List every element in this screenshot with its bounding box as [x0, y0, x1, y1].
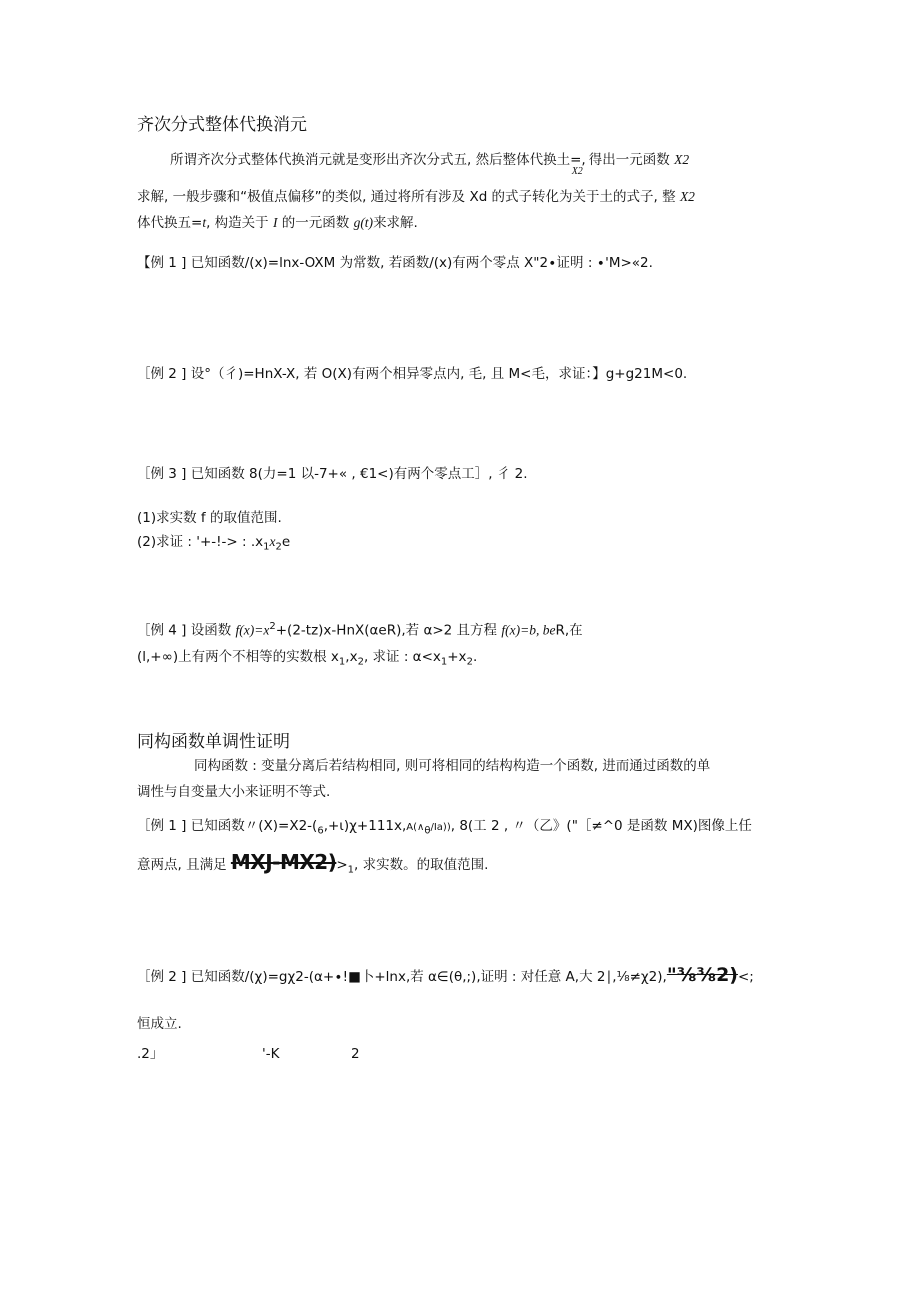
- intro-text: 所谓齐次分式整体代换消元就是变形出齐次分式五, 然后整体代换土=,: [170, 152, 586, 168]
- intro-text: 求解, 一般步骤和“极值点偏移”的类似, 通过将所有涉及 Xd 的式子转化为关于土的式子, 整: [137, 189, 676, 205]
- text: ［例 4 ] 设函数: [137, 622, 232, 639]
- text: .2」: [137, 1046, 164, 1062]
- fraction-denominator: X2: [571, 166, 583, 177]
- example-3-part-1: (1)求实数 f 的取值范围.: [137, 510, 282, 526]
- text: +x: [447, 649, 467, 665]
- intro-text: 来求解.: [373, 215, 418, 231]
- superscript: 2: [269, 621, 276, 632]
- math-var: I: [272, 215, 278, 230]
- s2-example-2-fragment: '-K: [262, 1046, 280, 1062]
- text: , 8(工 2 , 〃（乙》("［≠^0 是函数 MX)图像上任: [450, 818, 752, 834]
- math-var: t: [202, 215, 207, 230]
- subscript: 2: [357, 656, 364, 668]
- subscript: 1: [440, 656, 448, 668]
- text: R,在: [555, 622, 583, 639]
- subscript: 2: [275, 541, 282, 553]
- text: A(∧: [406, 822, 425, 833]
- example-4-line-1: [137, 622, 583, 638]
- struck-fraction: MXJ-MX2): [230, 850, 337, 874]
- intro-line-2: [137, 190, 695, 205]
- example-4-line-2: [137, 651, 477, 668]
- example-2: ［例 2 ] 设°（彳)=HnX-X, 若 O(X)有两个相异零点内, 毛, 且 M<毛，求证：】g+g21M<0.: [137, 366, 688, 382]
- section-title: 齐次分式整体代换消元: [137, 115, 307, 135]
- s2-example-2-fragment: [137, 1048, 163, 1062]
- subscript: θ: [424, 825, 431, 837]
- text: /Ia)): [430, 822, 451, 833]
- example-3-part-2: [137, 535, 290, 553]
- intro-text: 得出一元函数: [588, 152, 670, 168]
- section-title: 同构函数单调性证明: [137, 732, 290, 752]
- math-var: x: [269, 534, 276, 549]
- struck-fraction: "⅜⅜2): [666, 964, 738, 986]
- text: (l,+∞)上有两个不相等的实数根 x: [137, 649, 339, 665]
- subscript: 1: [347, 864, 355, 876]
- s2-example-2-fragment: 2: [351, 1046, 360, 1062]
- math-var: X2: [674, 152, 690, 167]
- text: ［例 2 ] 已知函数/(χ)=gχ2-(α+∙!■卜+lnx,若 α∈(θ,;),证明 : 对任意 A,大 2∣,⅛≠χ2),: [137, 969, 667, 985]
- s2-example-1-line-2: [137, 852, 488, 876]
- text: , 求证 : α<x: [363, 649, 441, 665]
- intro-text: 的一元函数: [281, 215, 350, 231]
- s2-example-2-line-2: 恒成立.: [137, 1016, 182, 1032]
- intro-text: 体代换五=: [137, 215, 203, 231]
- intro-line-1: [170, 152, 690, 177]
- text: +(2-tz)x-HnX(αeR),若 α>2 且方程: [275, 622, 498, 639]
- intro-text: , 构造关于: [206, 215, 269, 231]
- text: 意两点, 且满足: [137, 857, 227, 873]
- text: (2)求证 : '+-!-> : .x: [137, 534, 264, 550]
- section-2-intro-line-2: 调性与自变量大小来证明不等式.: [137, 784, 331, 800]
- s2-example-2-line-1: [137, 966, 754, 985]
- math-expr: f(x)=b, be: [501, 622, 556, 638]
- text: .: [472, 649, 478, 665]
- text: e: [281, 534, 291, 550]
- s2-example-1-line-1: [137, 820, 752, 837]
- example-1: 【例 1 ] 已知函数/(x)=lnx-OXM 为常数, 若函数/(x)有两个零点 X"2∙证明 : ∙'M>«2.: [137, 255, 653, 271]
- text: ［例 1 ] 已知函数〃(X)=X2-(: [137, 818, 318, 834]
- subscript: 1: [338, 656, 346, 668]
- subscript: 6: [317, 825, 324, 837]
- math-func: g(t): [353, 215, 374, 230]
- subscript: 2: [466, 656, 473, 668]
- intro-line-3: [137, 216, 418, 231]
- text: ,+ι)χ+111x,: [323, 818, 407, 834]
- text: , 求实数。的取值范围.: [354, 857, 489, 873]
- math-var: X2: [679, 189, 695, 204]
- text: ,x: [345, 649, 358, 665]
- text: >: [336, 857, 348, 873]
- math-expr: f(x)=x: [235, 622, 270, 638]
- subscript: 1: [263, 541, 270, 553]
- text: <;: [737, 969, 754, 985]
- section-2-intro-line-1: 同构函数 : 变量分离后若结构相同, 则可将相同的结构构造一个函数, 进而通过函数的单: [194, 758, 711, 774]
- example-3: ［例 3 ] 已知函数 8(力=1 以-7+« , €1<)有两个零点工］, 彳 2.: [137, 466, 528, 482]
